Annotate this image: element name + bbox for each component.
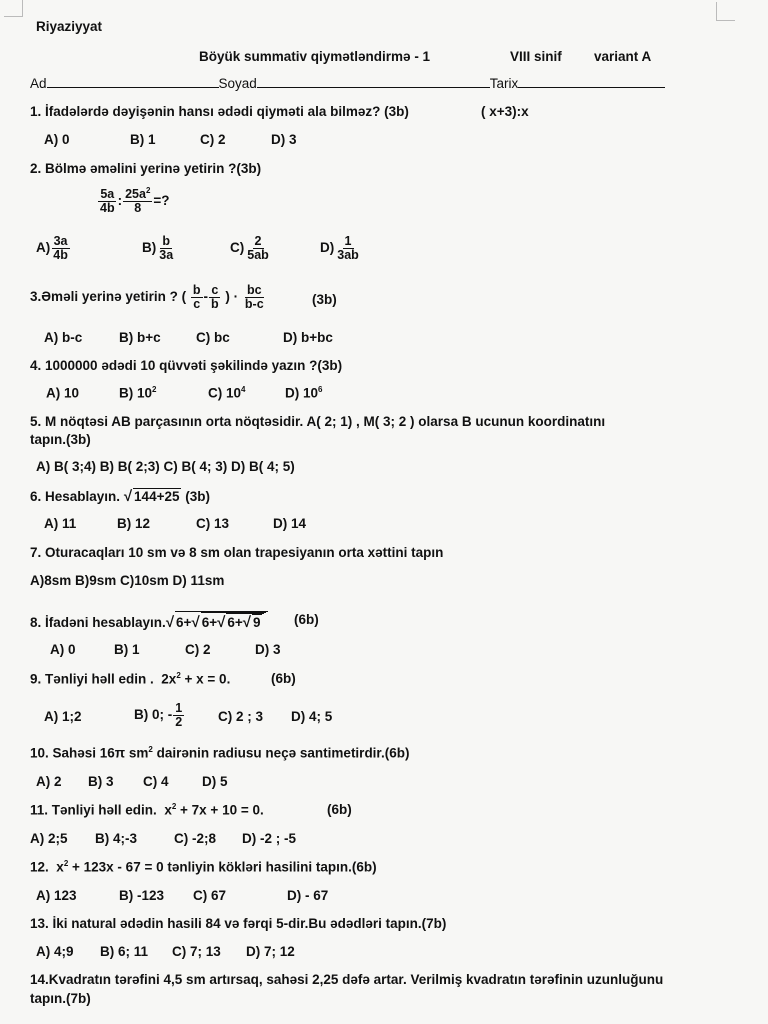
name-label: Ad [30,76,47,91]
question-3-text: 3.Əməli yerinə yetirin ? ( $\frac{b}{c}$ - $\frac{c}{b}$ ) · $\frac{bc}{b-c}$ [30,283,264,312]
q4-option-d[interactable]: D) $10^6$ [285,385,323,401]
q12-option-b[interactable]: B) -123 [119,888,165,903]
question-2-text: 2. Bölmə əməlini yerinə yetirin ?(3b) [30,161,262,176]
q13-option-a[interactable]: A) 4;9 [36,944,74,959]
question-13-text: 13. İki natural ədədin hasili 84 və fərqi 5-dir.Bu ədədləri tapın.(7b) [30,916,447,931]
question-12-text: 12. $x^2 + 123x - 67 = 0$ tənliyin kökləri hasilini tapın.(6b) [30,859,377,875]
variant-label: variant A [594,49,652,64]
date-line [518,86,665,88]
question-2-expression: $\frac{5a}{4b}$ : $\frac{25a^2}{8}$ =? [100,186,170,216]
question-10-text: 10. Sahəsi 16π $sm^2$ dairənin radiusu neçə santimetirdir.(6b) [30,745,410,761]
corner-mark-right [716,2,735,21]
q1-option-c[interactable]: C) 2 [200,132,226,147]
q2-option-c[interactable]: C) $\frac{2}{5ab}$ [230,234,269,263]
question-8-text: 8. İfadəni hesablayın.√ 6+√ 6+√ 6+√ 9 [30,611,268,631]
q8-option-d[interactable]: D) 3 [255,642,281,657]
question-9-points: (6b) [271,671,296,686]
q6-option-b[interactable]: B) 12 [117,516,151,531]
sqrt-icon: √ [123,488,133,505]
q12-option-d[interactable]: D) - 67 [287,888,329,903]
q7-options[interactable]: A)8sm B)9sm C)10sm D) 11sm [30,573,225,588]
name-line [47,86,219,88]
q2-option-a[interactable]: A) $\frac{3a}{4b}$ [36,234,68,263]
question-4-text: 4. 1000000 ədədi 10 qüvvəti şəkilində yazın ?(3b) [30,358,343,373]
q6-option-a[interactable]: A) 11 [44,516,77,531]
q6-option-d[interactable]: D) 14 [273,516,307,531]
q8-option-b[interactable]: B) 1 [114,642,140,657]
q9-option-c[interactable]: C) 2 ; 3 [218,709,264,724]
q9-option-a[interactable]: A) 1;2 [44,709,82,724]
question-14-text-line1: 14.Kvadratın tərəfini 4,5 sm artırsaq, sahəsi 2,25 dəfə artar. Verilmiş kvadratın tərəfinin uzunluğunu [30,972,664,987]
name-field[interactable] [30,76,665,91]
q12-option-c[interactable]: C) 67 [193,888,227,903]
q2-option-d[interactable]: D) $\frac{1}{3ab}$ [320,234,359,263]
q8-option-c[interactable]: C) 2 [185,642,211,657]
question-14-text-line2: tapın.(7b) [30,991,91,1006]
q11-option-a[interactable]: A) 2;5 [30,831,68,846]
q1-option-d[interactable]: D) 3 [271,132,297,147]
q13-option-d[interactable]: D) 7; 12 [246,944,295,959]
q1-option-a[interactable]: A) 0 [44,132,70,147]
q10-option-a[interactable]: A) 2 [36,774,62,789]
question-1-text: 1. İfadələrdə dəyişənin hansı ədədi qiyməti ala bilməz? (3b) [30,104,409,119]
q1-option-b[interactable]: B) 1 [130,132,156,147]
date-label: Tarix [489,76,519,91]
q10-option-d[interactable]: D) 5 [202,774,228,789]
grade-label: VIII sinif [510,49,562,64]
question-5-text-line1: 5. M nöqtəsi AB parçasının orta nöqtəsidir. A( 2; 1) , M( 3; 2 ) olarsa B ucunun koordinatını [30,414,606,429]
fraction-25a2-8: $\frac{25a^2}{8}$ [125,186,151,216]
corner-mark-left [4,0,23,17]
question-7-text: 7. Oturacaqları 10 sm və 8 sm olan trapesiyanın orta xəttini tapın [30,545,444,560]
page-title: Böyük summativ qiymətləndirmə - 1 [199,49,431,64]
surname-label: Soyad [218,76,257,91]
question-11-points: (6b) [327,802,352,817]
q4-option-c[interactable]: C) $10^4$ [208,385,246,401]
q3-option-a[interactable]: A) b-c [44,330,83,345]
q2-option-b[interactable]: B) $\frac{b}{3a}$ [142,234,174,263]
q8-option-a[interactable]: A) 0 [50,642,76,657]
q9-option-d[interactable]: D) 4; 5 [291,709,333,724]
q6-option-c[interactable]: C) 13 [196,516,230,531]
q12-option-a[interactable]: A) 123 [36,888,77,903]
q10-option-c[interactable]: C) 4 [143,774,169,789]
question-3-points: (3b) [312,292,337,307]
question-6-text: 6. Hesablayın. √ 144+25 (3b) [30,488,210,505]
q11-option-d[interactable]: D) -2 ; -5 [242,831,296,846]
q11-option-b[interactable]: B) 4;-3 [95,831,138,846]
q3-option-d[interactable]: D) b+bc [283,330,333,345]
q3-option-b[interactable]: B) b+c [119,330,161,345]
fraction-5a-4b: $\frac{5a}{4b}$ [100,186,115,215]
q11-option-c[interactable]: C) -2;8 [174,831,217,846]
q5-options[interactable]: A) B( 3;4) B) B( 2;3) C) B( 4; 3) D) B( 4; 5) [36,459,295,474]
surname-line [257,86,490,88]
q13-option-c[interactable]: C) 7; 13 [172,944,221,959]
q3-option-c[interactable]: C) bc [196,330,230,345]
q9-option-b[interactable]: B) 0; - $\frac{1}{2}$ [134,701,183,730]
subject-label: Riyaziyyat [36,19,103,34]
q13-option-b[interactable]: B) 6; 11 [100,944,149,959]
question-1-expression: ( x+3):x [481,104,529,119]
question-8-points: (6b) [294,612,319,627]
q4-option-a[interactable]: A) 10 [46,385,80,401]
q4-option-b[interactable]: B) $10^2$ [119,385,157,401]
question-11-text: 11. Tənliyi həll edin. $x^2 + 7x + 10 = 0$. [30,802,264,818]
question-5-text-line2: tapın.(3b) [30,432,91,447]
q10-option-b[interactable]: B) 3 [88,774,114,789]
question-9-text: 9. Tənliyi həll edin . $2x^2 + x = 0$. [30,671,231,687]
